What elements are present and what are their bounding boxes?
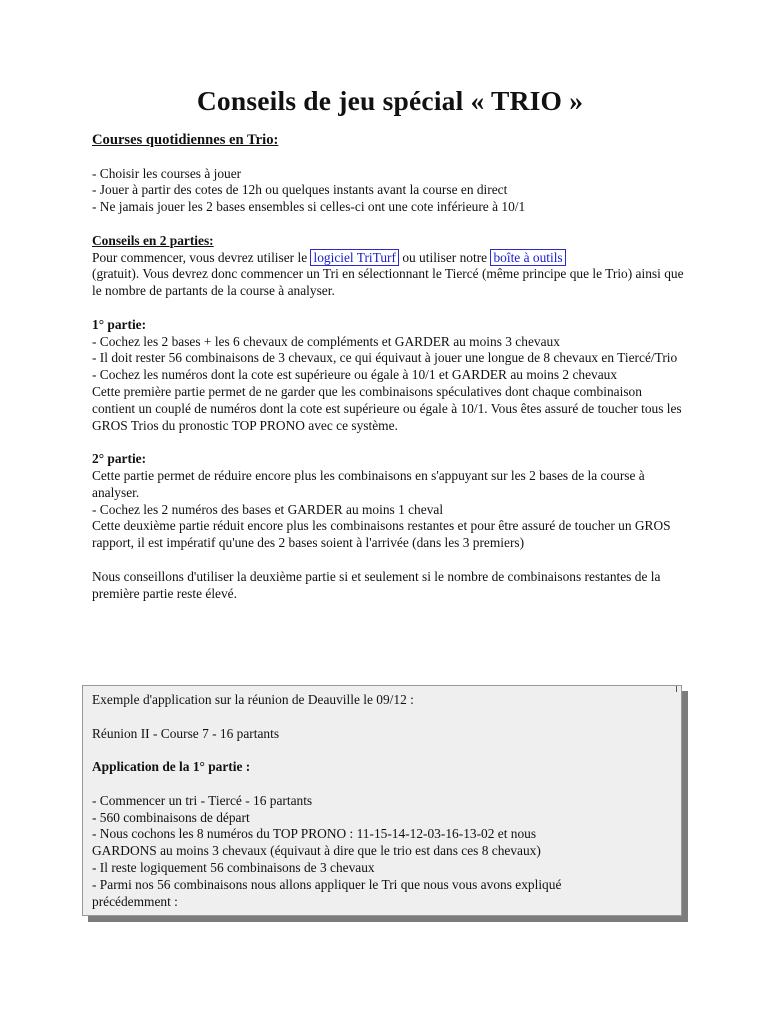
intro-paragraph <box>92 250 688 300</box>
toolbox-link[interactable]: boîte à outils <box>490 249 565 266</box>
list-item: - Jouer à partir des cotes de 12h ou quelques instants avant la course en direct <box>92 182 508 198</box>
part1-heading: 1° partie: <box>92 316 147 332</box>
list-item: - Ne jamais jouer les 2 bases ensembles si celles-ci ont une cote inférieure à 10/1 <box>92 199 526 215</box>
example-line: GARDONS au moins 3 chevaux (équivaut à dire que le trio est dans ces 8 chevaux) <box>92 843 541 859</box>
section-heading-two-parts: Conseils en 2 parties: <box>92 232 214 248</box>
part1-line: Cette première partie permet de ne garder que les combinaisons spéculatives dont chaque combinaison contient un couplé de numéros dont la cote est supérieure ou égale à 10/1. Vous êtes assuré de toucher tous les GROS Trios du pronostic TOP PRONO avec ce système. <box>92 383 682 433</box>
triturf-software-link[interactable]: logiciel TriTurf <box>310 249 398 266</box>
intro-text: Pour commencer, vous devrez utiliser le <box>92 249 311 265</box>
example-line: - Parmi nos 56 combinaisons nous allons appliquer le Tri que nous vous avons expliqué <box>92 876 562 892</box>
document-body <box>92 84 688 602</box>
example-line: - Nous cochons les 8 numéros du TOP PRONO : 11-15-14-12-03-16-13-02 et nous <box>92 826 537 842</box>
part1-line: - Cochez les 2 bases + les 6 chevaux de compléments et GARDER au moins 3 chevaux <box>92 333 560 349</box>
example-intro: Exemple d'application sur la réunion de Deauville le 09/12 : <box>92 692 414 707</box>
example-box <box>82 685 682 916</box>
example-race: Réunion II - Course 7 - 16 partants <box>92 725 280 741</box>
closing-paragraph: Nous conseillons d'utiliser la deuxième partie si et seulement si le nombre de combinaisons restantes de la première partie reste élevé. <box>92 568 661 601</box>
intro-text: (gratuit). Vous devrez donc commencer un Tri en sélectionnant le Tiercé (même principe que le Trio) ainsi que le nombre de partants de la course à analyser. <box>92 266 684 299</box>
example-line: - Commencer un tri - Tiercé - 16 partants <box>92 792 313 808</box>
intro-text: ou utiliser notre <box>398 249 491 265</box>
example-line: - 560 combinaisons de départ <box>92 809 250 825</box>
part2-heading: 2° partie: <box>92 451 147 467</box>
example-line: - Il reste logiquement 56 combinaisons de 3 chevaux <box>92 859 375 875</box>
list-item: - Choisir les courses à jouer <box>92 165 242 181</box>
section-heading-daily-races: Courses quotidiennes en Trio: <box>92 132 279 148</box>
box-tick <box>676 686 677 692</box>
example-heading: Application de la 1° partie : <box>92 759 251 775</box>
part2-line: Cette deuxième partie réduit encore plus les combinaisons restantes et pour être assuré de toucher un GROS rapport, il est impératif qu'une des 2 bases soient à l'arrivée (dans les 3 premiers) <box>92 518 671 551</box>
part1-line: - Cochez les numéros dont la cote est supérieure ou égale à 10/1 et GARDER au moins 2 chevaux <box>92 367 618 383</box>
example-line: précédemment : <box>92 893 178 909</box>
part2-line: - Cochez les 2 numéros des bases et GARDER au moins 1 cheval <box>92 501 444 517</box>
part2-line: Cette partie permet de réduire encore plus les combinaisons en s'appuyant sur les 2 bases de la course à analyser. <box>92 467 645 500</box>
page-title: Conseils de jeu spécial « TRIO » <box>196 85 584 116</box>
part1-line: - Il doit rester 56 combinaisons de 3 chevaux, ce qui équivaut à jouer une longue de 8 chevaux en Tiercé/Trio <box>92 350 678 366</box>
